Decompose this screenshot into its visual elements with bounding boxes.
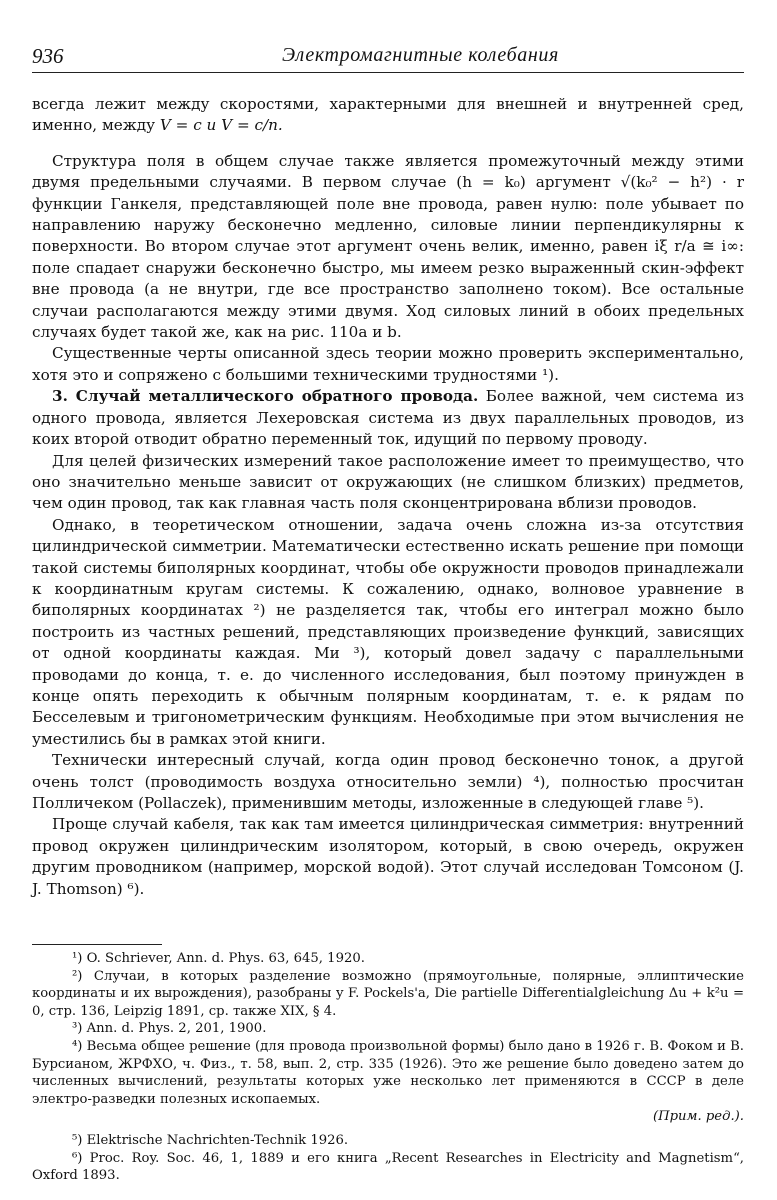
paragraph-7: Технически интересный случай, когда один провод бесконечно тонок, а другой очень толст (проводимость воздуха относительно земли) ⁴), полностью просчитан Полличеком (Pollaczek), применившим методы, изложенные в следующей главе ⁵). <box>32 751 744 812</box>
paragraph-3: Существенные черты описанной здесь теории можно проверить экспериментально, хотя это и сопряжено с большими техническими трудностями ¹). <box>32 344 744 384</box>
main-text <box>32 94 744 900</box>
paragraph-4: 3. Случай металлического обратного провода. Более важной, чем система из одного провода, является Лехеровская система из двух параллельных проводов, из коих второй отводит обратно переменный ток, идущий по первому проводу. <box>32 387 744 449</box>
paragraph-5: Для целей физических измерений такое расположение имеет то преимущество, что оно значительно меньше зависит от окружающих (не слишком близких) предметов, чем один провод, так как главная часть поля сконцентрирована вблизи проводов. <box>32 451 744 513</box>
footnote-2: ²) Случаи, в которых разделение возможно (прямоугольные, полярные, эллиптические координаты и их вырождения), разобраны у F. Pockels'a, Die partielle Differentialgleichung Δu + k²u = 0, стр. 136, Leipzig 1891, ср. также XIX, § 4. <box>32 968 744 1019</box>
formula-velocity: V = c и V = c/n. <box>159 116 283 135</box>
page-header <box>32 42 744 73</box>
footnote-4: ⁴) Весьма общее решение (для провода произвольной формы) было дано в 1926 г. В. Фоком и В. Бурсианом, ЖРФХО, ч. Физ., т. 58, вып. 2, стр. 335 (1926). Это же решение было доведено затем до численных вычислений, результаты которых уже несколько лет применяются в СССР в деле электро-разведки полезных ископаемых. <box>32 1038 744 1107</box>
paragraph-2: Структура поля в общем случае также является промежуточный между этими двумя предельными случаями. В первом случае (h = k₀) аргумент √(k₀² − h²) · r функции Ганкеля, представляющей поле вне провода, равен нулю: поле убывает по направлению наружу бесконечно медленно, силовые линии перпендикулярны к поверхности. Во втором случае этот аргумент очень велик, именно, равен iξ r/a ≅ i∞: поле спадает снаружи бесконечно быстро, мы имеем резко выраженный скин-эффект вне провода (а не внутри, где все пространство заполнено током). Все остальные случаи располагаются между этими двумя. Ход силовых линий в обоих предельных случаях будет такой же, как на рис. 110a и b. <box>32 151 744 342</box>
footnotes <box>32 950 744 1185</box>
paragraph-1: всегда лежит между скоростями, характерными для внешней и внутренней сред, именно, между V = c и V = c/n. <box>32 95 744 135</box>
paragraph-8: Проще случай кабеля, так как там имеется цилиндрическая симметрия: внутренний провод окружен цилиндрическим изолятором, который, в свою очередь, окружен другим проводником (например, морской водой). Этот случай исследован Томсоном (J. J. Thomson) ⁶). <box>32 815 744 898</box>
page-number: 936 <box>32 44 64 68</box>
editor-note: (Прим. ред.). <box>652 1109 744 1125</box>
section-heading: 3. Случай металлического обратного провода. <box>52 387 479 406</box>
paragraph-6: Однако, в теоретическом отношении, задача очень сложна из-за отсутствия цилиндрической симметрии. Математически естественно искать решение при помощи такой системы биполярных координат, чтобы обе окружности проводов принадлежали к координатным кругам системы. К сожалению, однако, волновое уравнение в биполярных координатах ²) не разделяется так, чтобы его интеграл можно было построить из частных решений, представляющих произведение функций, зависящих от одной координаты каждая. Ми ³), который довел задачу с параллельными проводами до конца, т. е. до численного исследования, был поэтому принужден в конце опять переходить к обычным полярным координатам, т. е. к рядам по Бесселевым и тригонометрическим функциям. Необходимые при этом вычисления не уместились бы в рамках этой книги. <box>32 515 744 748</box>
footnote-rule <box>32 944 162 945</box>
footnote-5: ⁵) Elektrische Nachrichten-Technik 1926. <box>72 1132 349 1148</box>
footnote-1: ¹) O. Schriever, Ann. d. Phys. 63, 645, 1920. <box>72 951 365 966</box>
running-title: Электромагнитные колебания <box>282 44 559 66</box>
footnote-6: ⁶) Proc. Roy. Soc. 46, 1, 1889 и его книга „Recent Researches in Electricity and Magnetism“, Oxford 1893. <box>32 1150 744 1184</box>
footnote-3: ³) Ann. d. Phys. 2, 201, 1900. <box>72 1021 267 1037</box>
